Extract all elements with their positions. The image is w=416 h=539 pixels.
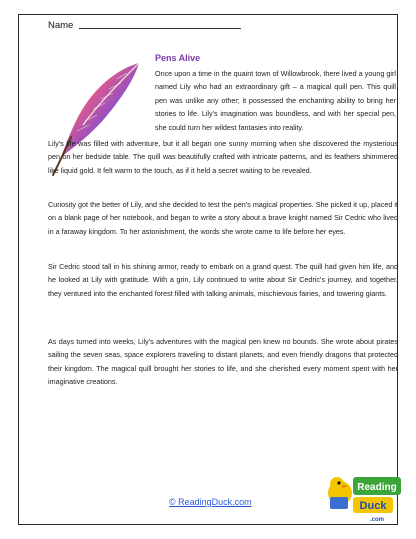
name-label: Name [48,20,74,31]
story-paragraph-3: Sir Cedric stood tall in his shining armor, ready to embark on a grand quest. The quill had given him life, and he looked at Lily with gratitude. With a grin, Lily continued to write about Sir Cedric's journey, and together, they ventured into the enchanted forest filled with talking animals, mischievous fairies, and towering giants. [48,262,398,298]
reading-duck-logo [325,471,403,523]
story-intro-paragraph: Once upon a time in the quaint town of Willowbrook, there lived a young girl named Lily who had an extraordinary gift – a magical quill pen. This quill pen was unlike any other; it possessed the enchanting ability to bring her stories to life. Lily's imagination was boundless, and with her special pen, she could turn her wildest fantasies into reality. [155,69,396,132]
story-title: Pens Alive [155,53,201,63]
logo-text-com: .com [369,517,385,523]
logo-text-duck: Duck [359,500,387,512]
readingduck-link[interactable]: © ReadingDuck.com [169,497,252,507]
logo-text-reading: Reading [357,482,397,493]
name-blank-line[interactable] [79,28,241,29]
story-paragraph-1: Lily's life was filled with adventure, but it all began one sunny morning when she discovered the mysterious pen on her bedside table. The quill was beautifully crafted with intricate patterns, and its feathers shimmered like liquid gold. It felt warm to the touch, as if it held a secret waiting to be revealed. [48,139,398,175]
name-field-row [48,20,241,31]
story-paragraph-2: Curiosity got the better of Lily, and she decided to test the pen's magical properties. She picked it up, placed it on a blank page of her notebook, and began to write a story about a brave knight named Sir Cedric who lived in a faraway kingdom. To her astonishment, the words she wrote came to life before her eyes. [48,200,398,236]
story-paragraph-4: As days turned into weeks, Lily's adventures with the magical pen knew no bounds. She wrote about pirates sailing the seven seas, space explorers traveling to distant planets, and even friendly dragons that protected their kingdom. The magical quill brought her stories to life, and she cherished every moment spent with her imaginative creations. [48,337,398,387]
worksheet-page [18,14,398,525]
